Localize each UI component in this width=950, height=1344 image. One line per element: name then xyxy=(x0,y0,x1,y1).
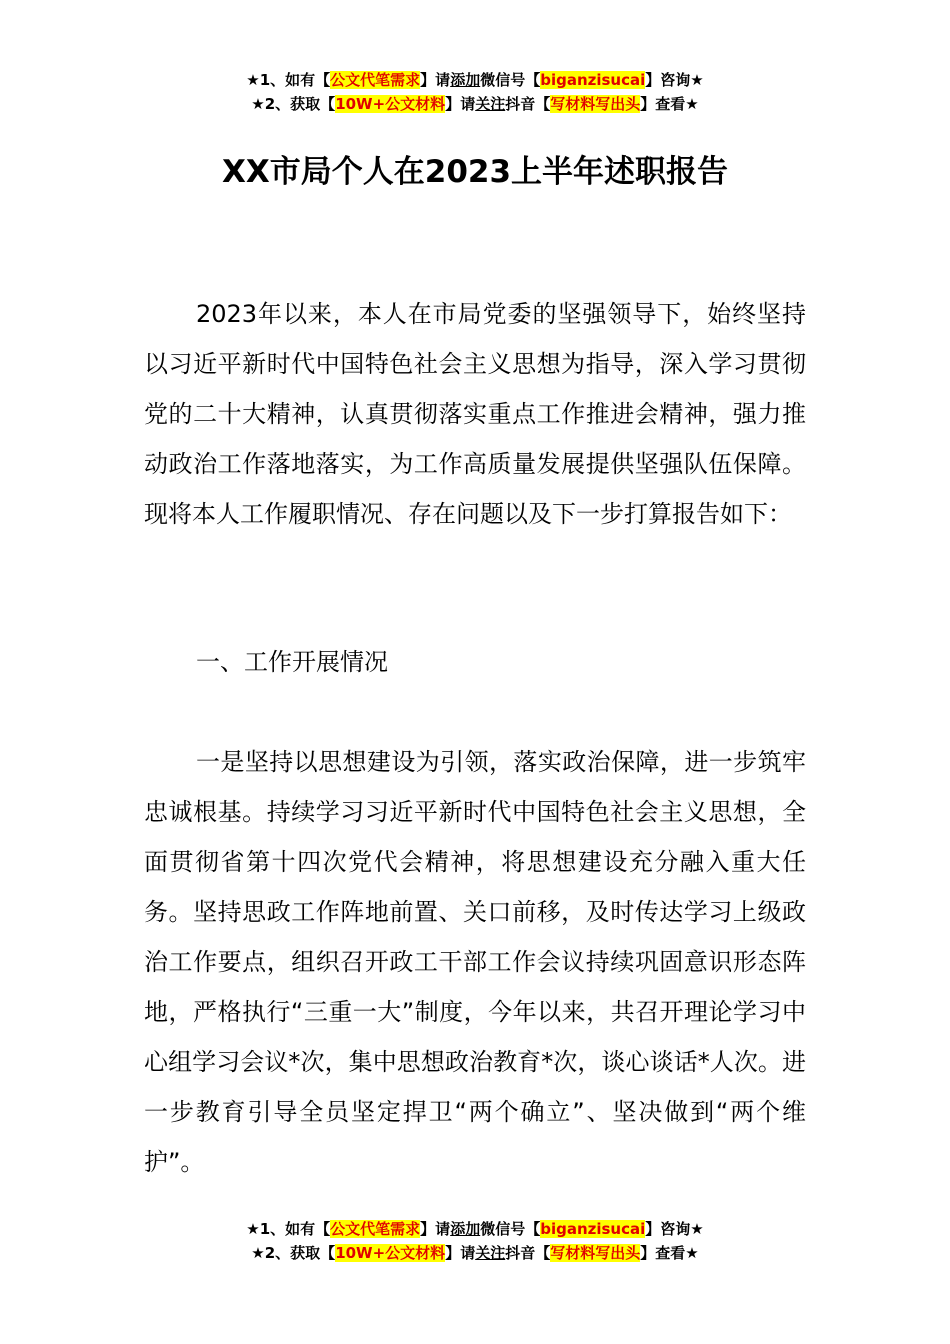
banner-text: 抖音【 xyxy=(505,95,551,113)
banner-highlight: biganzisucai xyxy=(540,1220,646,1238)
section-heading: 一、工作开展情况 xyxy=(196,648,388,676)
banner-text: 】咨询★ xyxy=(645,1220,704,1238)
banner-line-1 xyxy=(0,68,950,92)
banner-text: 】请 xyxy=(445,95,476,113)
footer-banner xyxy=(0,1217,950,1265)
banner-underline: 关注 xyxy=(475,95,506,113)
banner-underline: 添加 xyxy=(450,1220,481,1238)
banner-highlight: 写材料写出头 xyxy=(550,1244,641,1262)
banner-highlight: 10W+公文材料 xyxy=(335,95,446,113)
banner-text: ★2、获取【 xyxy=(251,1244,336,1262)
banner-text: 】查看★ xyxy=(640,1244,699,1262)
banner-line-2 xyxy=(0,1241,950,1265)
banner-text: 微信号【 xyxy=(480,71,541,89)
banner-text: ★2、获取【 xyxy=(251,95,336,113)
intro-paragraph: 2023年以来，本人在市局党委的坚强领导下，始终坚持以习近平新时代中国特色社会主义思想为指导，深入学习贯彻党的二十大精神，认真贯彻落实重点工作推进会精神，强力推动政治工作落地落实，为工作高质量发展提供坚强队伍保障。现将本人工作履职情况、存在问题以及下一步打算报告如下： xyxy=(144,300,806,528)
banner-line-1 xyxy=(0,1217,950,1241)
header-banner xyxy=(0,68,950,116)
banner-text: 抖音【 xyxy=(505,1244,551,1262)
banner-text: 】咨询★ xyxy=(645,71,704,89)
banner-text: 】请 xyxy=(420,71,451,89)
banner-underline: 关注 xyxy=(475,1244,506,1262)
banner-text: 】请 xyxy=(420,1220,451,1238)
banner-highlight: 10W+公文材料 xyxy=(335,1244,446,1262)
banner-text: ★1、如有【 xyxy=(246,71,331,89)
banner-text: ★1、如有【 xyxy=(246,1220,331,1238)
banner-text: 】请 xyxy=(445,1244,476,1262)
banner-text: 】查看★ xyxy=(640,95,699,113)
banner-highlight: 公文代笔需求 xyxy=(330,71,421,89)
banner-text: 微信号【 xyxy=(480,1220,541,1238)
document-title: XX市局个人在2023上半年述职报告 xyxy=(221,154,729,190)
banner-line-2 xyxy=(0,92,950,116)
banner-underline: 添加 xyxy=(450,71,481,89)
body-paragraph: 一是坚持以思想建设为引领，落实政治保障，进一步筑牢忠诚根基。持续学习习近平新时代中国特色社会主义思想，全面贯彻省第十四次党代会精神，将思想建设充分融入重大任务。坚持思政工作阵地前置、关口前移，及时传达学习上级政治工作要点，组织召开政工干部工作会议持续巩固意识形态阵地，严格执行“三重一大”制度，今年以来，共召开理论学习中心组学习会议*次，集中思想政治教育*次，谈心谈话*人次。进一步教育引导全员坚定捍卫“两个确立”、坚决做到“两个维护”。 xyxy=(144,748,806,1176)
banner-highlight: 公文代笔需求 xyxy=(330,1220,421,1238)
banner-highlight: biganzisucai xyxy=(540,71,646,89)
banner-highlight: 写材料写出头 xyxy=(550,95,641,113)
